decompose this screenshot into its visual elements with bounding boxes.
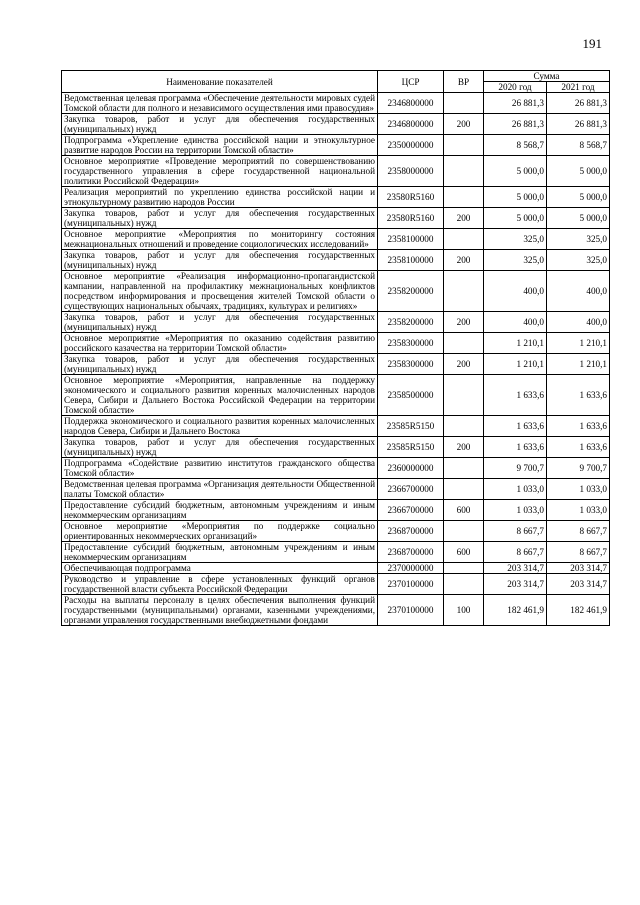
table-row bbox=[62, 458, 610, 479]
cell-code: 2358300000 bbox=[378, 333, 444, 354]
table-row bbox=[62, 595, 610, 626]
cell-amount-2020: 182 461,9 bbox=[484, 595, 547, 626]
cell-amount-2020: 8 667,7 bbox=[484, 542, 547, 563]
cell-amount-2021: 1 633,6 bbox=[547, 416, 610, 437]
cell-amount-2020: 400,0 bbox=[484, 312, 547, 333]
cell-amount-2021: 400,0 bbox=[547, 271, 610, 312]
cell-amount-2021: 203 314,7 bbox=[547, 574, 610, 595]
cell-name: Подпрограмма «Укрепление единства российской нации и этнокультурное развитие народов России на территории Томской области» bbox=[62, 135, 378, 156]
cell-amount-2021: 8 568,7 bbox=[547, 135, 610, 156]
table-row bbox=[62, 312, 610, 333]
cell-vr bbox=[444, 93, 484, 114]
cell-amount-2020: 5 000,0 bbox=[484, 208, 547, 229]
cell-code: 2350000000 bbox=[378, 135, 444, 156]
header-code: ЦСР bbox=[378, 71, 444, 93]
cell-vr bbox=[444, 375, 484, 416]
table-row bbox=[62, 542, 610, 563]
cell-amount-2020: 400,0 bbox=[484, 271, 547, 312]
cell-amount-2020: 1 633,6 bbox=[484, 375, 547, 416]
cell-amount-2020: 5 000,0 bbox=[484, 187, 547, 208]
table-row bbox=[62, 354, 610, 375]
cell-name: Предоставление субсидий бюджетным, автономным учреждениям и иным некоммерческим организациям bbox=[62, 542, 378, 563]
cell-amount-2020: 203 314,7 bbox=[484, 563, 547, 574]
table-row bbox=[62, 333, 610, 354]
cell-name: Основное мероприятие «Проведение мероприятий по совершенствованию государственного управления в сфере государственной национальной политики Российской Федерации» bbox=[62, 156, 378, 187]
cell-code: 2346800000 bbox=[378, 93, 444, 114]
cell-amount-2021: 26 881,3 bbox=[547, 114, 610, 135]
cell-name: Обеспечивающая подпрограмма bbox=[62, 563, 378, 574]
cell-vr bbox=[444, 156, 484, 187]
cell-amount-2020: 1 033,0 bbox=[484, 500, 547, 521]
cell-vr: 200 bbox=[444, 312, 484, 333]
cell-name: Основное мероприятие «Реализация информационно-пропагандистской кампании, направленной на профилактику межнациональных конфликтов посредством информирования и просвещения жителей Томской области о существующих национальных обычаях, традициях, культурах и религиях» bbox=[62, 271, 378, 312]
cell-name: Закупка товаров, работ и услуг для обеспечения государственных (муниципальных) нужд bbox=[62, 114, 378, 135]
cell-amount-2020: 8 667,7 bbox=[484, 521, 547, 542]
cell-amount-2021: 1 033,0 bbox=[547, 479, 610, 500]
cell-code: 2370000000 bbox=[378, 563, 444, 574]
cell-vr: 200 bbox=[444, 437, 484, 458]
cell-amount-2020: 1 633,6 bbox=[484, 416, 547, 437]
cell-amount-2021: 400,0 bbox=[547, 312, 610, 333]
cell-amount-2021: 8 667,7 bbox=[547, 542, 610, 563]
cell-amount-2021: 182 461,9 bbox=[547, 595, 610, 626]
table-row bbox=[62, 416, 610, 437]
cell-code: 2368700000 bbox=[378, 542, 444, 563]
cell-code: 23585R5150 bbox=[378, 437, 444, 458]
cell-code: 2366700000 bbox=[378, 500, 444, 521]
cell-code: 2358100000 bbox=[378, 229, 444, 250]
header-year-2021: 2021 год bbox=[547, 82, 610, 93]
table-row bbox=[62, 156, 610, 187]
cell-amount-2021: 5 000,0 bbox=[547, 156, 610, 187]
cell-amount-2020: 8 568,7 bbox=[484, 135, 547, 156]
cell-name: Закупка товаров, работ и услуг для обеспечения государственных (муниципальных) нужд bbox=[62, 208, 378, 229]
cell-vr bbox=[444, 416, 484, 437]
table-row bbox=[62, 563, 610, 574]
cell-code: 2358000000 bbox=[378, 156, 444, 187]
table-row bbox=[62, 479, 610, 500]
cell-amount-2021: 325,0 bbox=[547, 250, 610, 271]
budget-table bbox=[61, 70, 610, 626]
cell-amount-2021: 1 633,6 bbox=[547, 437, 610, 458]
cell-code: 2360000000 bbox=[378, 458, 444, 479]
cell-name: Основное мероприятие «Мероприятия, направленные на поддержку экономического и социального развития коренных малочисленных народов Севера, Сибири и Дальнего Востока Российской Федерации на территории Томской области» bbox=[62, 375, 378, 416]
table-row bbox=[62, 93, 610, 114]
table-row bbox=[62, 229, 610, 250]
cell-vr bbox=[444, 521, 484, 542]
header-year-2020: 2020 год bbox=[484, 82, 547, 93]
cell-vr bbox=[444, 563, 484, 574]
table-row bbox=[62, 521, 610, 542]
cell-amount-2021: 1 210,1 bbox=[547, 333, 610, 354]
header-name: Наименование показателей bbox=[62, 71, 378, 93]
cell-name: Основное мероприятие «Мероприятия по оказанию содействия развитию российского казачества на территории Томской области» bbox=[62, 333, 378, 354]
cell-amount-2020: 5 000,0 bbox=[484, 156, 547, 187]
cell-vr bbox=[444, 271, 484, 312]
cell-vr: 600 bbox=[444, 500, 484, 521]
cell-amount-2021: 1 633,6 bbox=[547, 375, 610, 416]
table-row bbox=[62, 187, 610, 208]
table-row bbox=[62, 250, 610, 271]
cell-amount-2021: 1 033,0 bbox=[547, 500, 610, 521]
cell-amount-2021: 5 000,0 bbox=[547, 208, 610, 229]
table-row bbox=[62, 271, 610, 312]
cell-vr: 200 bbox=[444, 250, 484, 271]
table-row bbox=[62, 437, 610, 458]
cell-vr bbox=[444, 187, 484, 208]
cell-amount-2020: 9 700,7 bbox=[484, 458, 547, 479]
cell-amount-2021: 325,0 bbox=[547, 229, 610, 250]
cell-code: 23580R5160 bbox=[378, 208, 444, 229]
cell-code: 2358100000 bbox=[378, 250, 444, 271]
cell-code: 2366700000 bbox=[378, 479, 444, 500]
cell-vr: 200 bbox=[444, 208, 484, 229]
cell-vr: 200 bbox=[444, 354, 484, 375]
cell-amount-2020: 1 210,1 bbox=[484, 333, 547, 354]
cell-name: Закупка товаров, работ и услуг для обеспечения государственных (муниципальных) нужд bbox=[62, 250, 378, 271]
cell-code: 2358300000 bbox=[378, 354, 444, 375]
cell-vr bbox=[444, 574, 484, 595]
cell-vr bbox=[444, 135, 484, 156]
cell-name: Расходы на выплаты персоналу в целях обеспечения выполнения функций государственными (муниципальными) органами, казенными учреждениями, органами управления государственными внебюджетными фондами bbox=[62, 595, 378, 626]
cell-name: Реализация мероприятий по укреплению единства российской нации и этнокультурному развитию народов России bbox=[62, 187, 378, 208]
cell-code: 2358500000 bbox=[378, 375, 444, 416]
page-number: 191 bbox=[582, 36, 602, 51]
cell-amount-2021: 8 667,7 bbox=[547, 521, 610, 542]
cell-code: 2370100000 bbox=[378, 574, 444, 595]
table-row bbox=[62, 114, 610, 135]
cell-name: Основное мероприятие «Мероприятия по поддержке социально ориентированных некоммерческих организаций» bbox=[62, 521, 378, 542]
cell-name: Подпрограмма «Содействие развитию институтов гражданского общества Томской области» bbox=[62, 458, 378, 479]
cell-vr: 200 bbox=[444, 114, 484, 135]
cell-code: 2346800000 bbox=[378, 114, 444, 135]
cell-name: Ведомственная целевая программа «Обеспечение деятельности мировых судей Томской области для полного и независимого осуществления ими правосудия» bbox=[62, 93, 378, 114]
table-row bbox=[62, 574, 610, 595]
cell-name: Поддержка экономического и социального развития коренных малочисленных народов Севера, Сибири и Дальнего Востока bbox=[62, 416, 378, 437]
cell-code: 23580R5160 bbox=[378, 187, 444, 208]
cell-vr bbox=[444, 229, 484, 250]
cell-amount-2020: 1 633,6 bbox=[484, 437, 547, 458]
cell-amount-2020: 1 210,1 bbox=[484, 354, 547, 375]
header-vr: ВР bbox=[444, 71, 484, 93]
cell-name: Ведомственная целевая программа «Организация деятельности Общественной палаты Томской области» bbox=[62, 479, 378, 500]
cell-amount-2020: 26 881,3 bbox=[484, 93, 547, 114]
cell-name: Закупка товаров, работ и услуг для обеспечения государственных (муниципальных) нужд bbox=[62, 437, 378, 458]
cell-amount-2021: 5 000,0 bbox=[547, 187, 610, 208]
cell-code: 2358200000 bbox=[378, 312, 444, 333]
cell-name: Закупка товаров, работ и услуг для обеспечения государственных (муниципальных) нужд bbox=[62, 312, 378, 333]
cell-code: 2358200000 bbox=[378, 271, 444, 312]
cell-name: Предоставление субсидий бюджетным, автономным учреждениям и иным некоммерческим организациям bbox=[62, 500, 378, 521]
cell-vr bbox=[444, 333, 484, 354]
cell-vr bbox=[444, 479, 484, 500]
cell-name: Руководство и управление в сфере установленных функций органов государственной власти субъекта Российской Федерации bbox=[62, 574, 378, 595]
cell-vr bbox=[444, 458, 484, 479]
cell-amount-2021: 26 881,3 bbox=[547, 93, 610, 114]
cell-amount-2020: 325,0 bbox=[484, 229, 547, 250]
table-row bbox=[62, 500, 610, 521]
header-sum: Сумма bbox=[484, 71, 610, 82]
cell-amount-2020: 26 881,3 bbox=[484, 114, 547, 135]
cell-name: Закупка товаров, работ и услуг для обеспечения государственных (муниципальных) нужд bbox=[62, 354, 378, 375]
table-row bbox=[62, 375, 610, 416]
cell-vr: 100 bbox=[444, 595, 484, 626]
cell-code: 23585R5150 bbox=[378, 416, 444, 437]
cell-name: Основное мероприятие «Мероприятия по мониторингу состояния межнациональных отношений и проведение социологических исследований» bbox=[62, 229, 378, 250]
cell-amount-2020: 325,0 bbox=[484, 250, 547, 271]
cell-code: 2368700000 bbox=[378, 521, 444, 542]
cell-amount-2021: 203 314,7 bbox=[547, 563, 610, 574]
cell-amount-2021: 1 210,1 bbox=[547, 354, 610, 375]
table-row bbox=[62, 135, 610, 156]
cell-amount-2020: 203 314,7 bbox=[484, 574, 547, 595]
table-row bbox=[62, 208, 610, 229]
cell-code: 2370100000 bbox=[378, 595, 444, 626]
cell-amount-2021: 9 700,7 bbox=[547, 458, 610, 479]
cell-vr: 600 bbox=[444, 542, 484, 563]
cell-amount-2020: 1 033,0 bbox=[484, 479, 547, 500]
